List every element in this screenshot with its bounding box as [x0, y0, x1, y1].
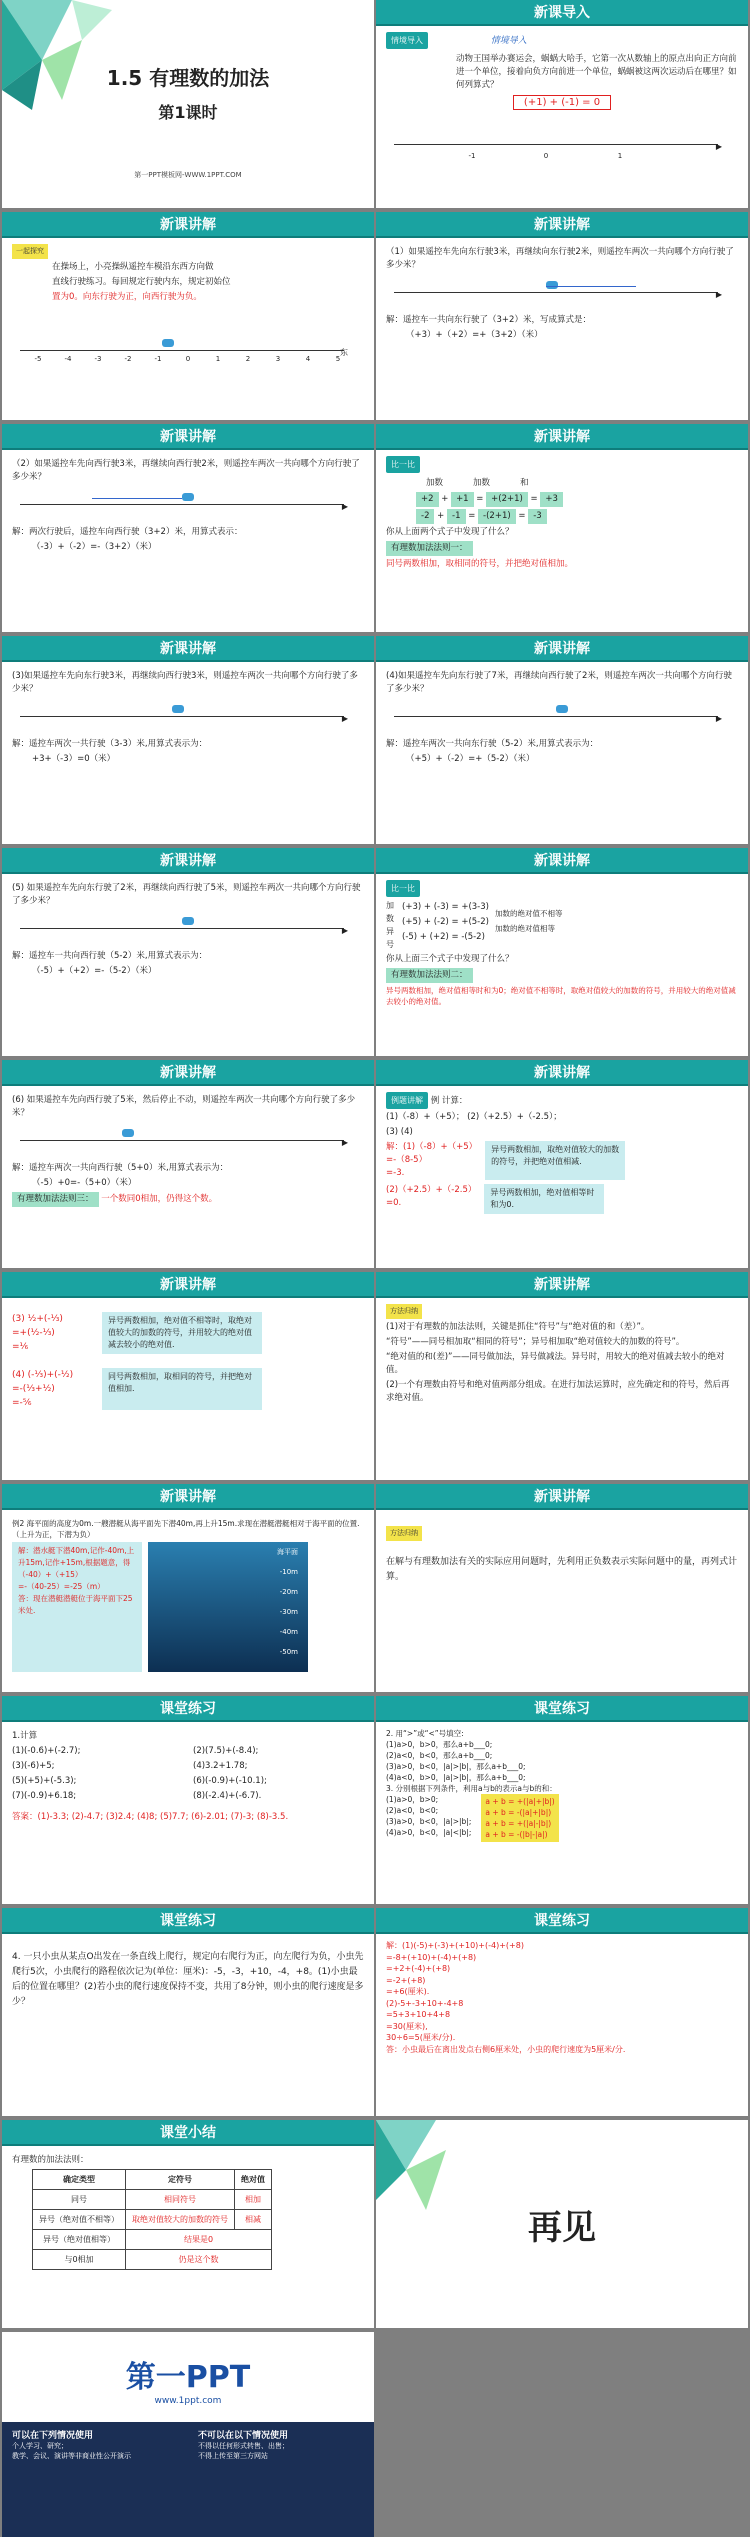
slide-summary: 课堂小结 有理数的加法法则： 确定类型 定符号 绝对值 同号 相同符号 相加 异号（绝对值不相等） 取绝对值较大的加数的符号 相减 异号（绝对值相等） 结果是0 与0相加 仍是这个数 — [2, 2120, 374, 2328]
number-line: ▶ -1 0 1 — [386, 128, 738, 162]
number-line: ▶ — [386, 700, 738, 734]
question-text: (4)如果遥控车先向东行驶了7米，再继续向西行驶了2米，则遥控车两次一共向哪个方向行驶了多少米？ — [386, 671, 732, 694]
slide-header: 课堂练习 — [376, 1696, 748, 1722]
formula: （-5）+（+2）=-（5-2）（米） — [32, 966, 157, 976]
rule-label: 有理数加法法则二： — [386, 968, 473, 983]
question-text: 你从上面两个式子中发现了什么？ — [386, 527, 514, 537]
answer-text: 解：遥控车两次一共向西行驶（5+0）米,用算式表示为： — [12, 1163, 229, 1173]
footer-logo: 第一PPT — [125, 2360, 251, 2395]
template-credit: 第一PPT模板网-WWW.1PPT.COM — [134, 171, 242, 179]
method-text: 在解与有理数加法有关的实际应用问题时，先利用正负数表示实际问题中的量，再列式计算。 — [386, 1557, 738, 1582]
slide-header: 新课讲解 — [2, 1272, 374, 1298]
rule-label: 有理数加法法则三： — [12, 1192, 99, 1207]
hint-box: 异号两数相加，绝对值不相等时，取绝对值较大的加数的符号，并用较大的绝对值减去较小的绝对值. — [102, 1312, 262, 1354]
answer-text: 解：遥控车一共向西行驶（5-2）米,用算式表示为： — [12, 951, 208, 961]
slide-compare2: 新课讲解 比一比 加数异号 (+3) + (-3) = +(3-3) (+5) + (-2) = +(5-2) (-5) + (+2) = -(5-2) 加数的绝对值不相等 加数的绝对值相等 你从上面三个式子中发现了什么？ 有理数加法法则二： 异号两数相加，绝对值相等时和为0；绝对值不相等时，取绝对值较大的加数的符号，并用较大的绝对值减去较小的绝对值。 — [376, 848, 748, 1056]
slide-compare1: 新课讲解 比一比 加数 加数 和 +2 + +1 = +(2+1) = +3 -2 + -1 = -(2+1) = -3 你从上面两个式子中发现了什么？ 有理数加法法则一： 同号两数相加，取相同的符号，并把绝对值相加。 — [376, 424, 748, 632]
slide-header: 新课讲解 — [2, 1484, 374, 1510]
handwrite-label: 情境导入 — [490, 36, 527, 46]
slide-header: 新课讲解 — [376, 212, 748, 238]
formula: （+5）+（-2）=+（5-2）（米） — [406, 754, 535, 764]
slide-header: 新课讲解 — [2, 636, 374, 662]
slide-case6 — [2, 1060, 374, 1268]
slide-example2: 新课讲解 (3) ½+(-⅓) =+(½-⅓) =⅙ 异号两数相加，绝对值不相等时，取绝对值较大的加数的符号，并用较大的绝对值减去较小的绝对值. (4) (-⅓)+(-½) =-(⅓+½) =-⅚ 同号两数相加，取相同的符号，并把绝对值相加. — [2, 1272, 374, 1480]
intro-text: 动物王国举办赛运会，蜗蜗大哈手，它第一次从数轴上的原点出向正方向前进一个单位，接着向负方向前进一个单位，蜗蜗被这两次运动后在哪里？如何列算式？ — [456, 54, 737, 90]
slide-practice3 — [2, 1908, 374, 2116]
section-tag: 情境导入 — [386, 32, 428, 49]
explore-text: 置为0。向东行驶为正，向西行驶为负。 — [52, 292, 202, 302]
slide-header: 新课讲解 — [2, 848, 374, 874]
slide-practice1: 课堂练习 1.计算 (1)(-0.6)+(-2.7); (2)(7.5)+(-8.4); (3)(-6)+5; (4)3.2+1.78; (5)(+5)+(-5.3); (6)(-0.9)+(-10.1); (7)(-0.9)+6.18; (8)(-2.4)+(-6.7). 答案：(1)-3.3; (2)-4.7; (3)2.4; (4)8; (5)7.7; (6)-2.01; (7)-3; (8)-3.5. — [2, 1696, 374, 1904]
lesson-subtitle: 第1课时 — [158, 103, 218, 122]
leaf-decoration-icon — [2, 0, 122, 110]
rule-text: 异号两数相加，绝对值相等时和为0；绝对值不相等时，取绝对值较大的加数的符号，并用较大的绝对值减去较小的绝对值。 — [386, 986, 736, 1006]
slide-header: 新课讲解 — [2, 212, 374, 238]
section-tag: 方法归纳 — [386, 1526, 422, 1541]
hint-box: 异号两数相加，绝对值相等时和为0. — [484, 1184, 604, 1214]
formula: （-5）+0=-（5+0）（米） — [32, 1178, 137, 1188]
formula: +3+（-3）=0（米） — [32, 754, 116, 764]
example-title: 例 计算： — [430, 1096, 468, 1106]
answer-text: 解：遥控车两次一共行驶（3-3）米,用算式表示为： — [12, 739, 208, 749]
page-title: 1.5 有理数的加法 — [106, 66, 270, 90]
car-icon — [162, 339, 174, 347]
slide-case5 — [2, 848, 374, 1056]
slide-example3: 新课讲解 例2 海平面的高度为0m.一艘潜艇从海平面先下潜40m,再上升15m.求现在潜艇潜艇相对于海平面的位置.（上升为正，下潜为负） 解：潜水艇下潜40m,记作-40m,上升15m,记作+15m,根据题意，得 （-40）+（+15） =-（40-25）=-25（m） 答：现在潜艇潜艇位于海平面下25米处. 海平面 -10m -20m -30m -40m -50m — [2, 1484, 374, 1692]
explore-text: 直线行驶练习。每回规定行驶内东，规定初始位 — [52, 277, 231, 287]
question-text: （1）如果遥控车先向东行驶3米，再继续向东行驶2米，则遥控车两次一共向哪个方向行驶了多少米？ — [386, 247, 734, 270]
slide-header: 课堂练习 — [376, 1908, 748, 1934]
number-line: ▶ — [12, 700, 364, 734]
number-line: 东 -5 -4 -3 -2 -1 0 1 2 3 4 5 — [12, 334, 364, 368]
slide-header: 新课讲解 — [376, 1060, 748, 1086]
slide-header: 新课讲解 — [2, 1060, 374, 1086]
slide-header: 新课讲解 — [376, 1484, 748, 1510]
slide-practice2: 课堂练习 2. 用“>”或“<”号填空: (1)a>0，b>0，那么a+b___0; (2)a<0，b<0，那么a+b___0; (3)a>0，b<0，|a|>|b|，那么a+b___0; (4)a<0，b>0，|a|>|b|，那么a+b___0; 3. 分别根据下列条件，利用a与b的表示a与b的和： (1)a>0，b>0; (2)a<0，b<0; (3)a>0，b<0，|a|>|b|; (4)a>0，b<0，|a|<|b|; a + b = +(|a|+|b|) a + b = -(|a|+|b|) a + b = +(|a|-|b|) a + b = -(|b|-|a|) — [376, 1696, 748, 1904]
slide-header: 新课讲解 — [376, 636, 748, 662]
hint-box: 同号两数相加，取相同的符号，并把绝对值相加. — [102, 1368, 262, 1410]
answer-text: 解：遥控车两次一共向东行驶（5-2）米,用算式表示为： — [386, 739, 599, 749]
rule-text: 一个数同0相加，仍得这个数。 — [101, 1194, 218, 1204]
slide-practice4: 课堂练习 解：(1)(-5)+(-3)+(+10)+(-4)+(+8) =-8+(+10)+(-4)+(+8) =+2+(-4)+(+8) =-2+(+8) =+6(厘米). (2)-5+-3+10+-4+8 =5+3+10+4+8 =30(厘米), 30÷6=5(厘米/分). 答：小虫最后在离出发点右侧6厘米处，小虫的爬行速度为5厘米/分. — [376, 1908, 748, 2116]
explore-text: 在操场上，小亮操纵遥控车模沿东西方向做 — [52, 262, 214, 272]
slide-case2 — [2, 424, 374, 632]
summary-table: 确定类型 定符号 绝对值 同号 相同符号 相加 异号（绝对值不相等） 取绝对值较大的加数的符号 相减 异号（绝对值相等） 结果是0 与0相加 仍是这个数 — [32, 2169, 272, 2270]
section-tag: 比一比 — [386, 880, 420, 897]
slide-header: 新课讲解 — [376, 424, 748, 450]
question-text: （2）如果遥控车先向西行驶3米，再继续向西行驶2米，则遥控车两次一共向哪个方向行驶了多少米？ — [12, 459, 360, 482]
slide-method1: 新课讲解 方法归纳 (1)对于有理数的加法法则，关键是抓住“符号”与“绝对值的和（差）”。 “符号”——同号相加取“相同的符号”；异号相加取“绝对值较大的加数的符号”。 “绝对值的和(差)”——同号做加法，异号做减法。异号时，用较大的绝对值减去较小的绝对值。 (2)一个有理数由符号和绝对值两部分组成。在进行加法运算时，应先确定和的符号，然后再求绝对值。 — [376, 1272, 748, 1480]
section-tag: 方法归纳 — [386, 1304, 422, 1319]
slide-title — [2, 0, 374, 208]
section-tag: 比一比 — [386, 456, 420, 473]
formula: （-3）+（-2）=-（3+2）（米） — [32, 542, 157, 552]
slide-case4 — [376, 636, 748, 844]
slide-example1: 新课讲解 例题讲解 例 计算： (1)（-8）+（+5）； (2)（+2.5）+（-2.5）； (3) (4) 解：(1)（-8）+（+5） =-（8-5） =-3. 异号两数相加，取绝对值较大的加数的符号，并把绝对值相减. (2)（+2.5）+（-2.5） =0. 异号两数相加，绝对值相等时和为0. — [376, 1060, 748, 1268]
sea-illustration: 海平面 -10m -20m -30m -40m -50m — [148, 1542, 308, 1672]
slide-method2 — [376, 1484, 748, 1692]
answer-text: 解：两次行驶后，遥控车向西行驶（3+2）米，用算式表示： — [12, 527, 243, 537]
question-text: 你从上面三个式子中发现了什么？ — [386, 954, 514, 964]
footer-url: www.1ppt.com — [154, 2396, 222, 2406]
number-line: ▶ — [12, 488, 364, 522]
intro-equation: (+1) + (-1) = 0 — [513, 95, 611, 110]
slide-case1 — [376, 212, 748, 420]
section-tag: 一起探究 — [12, 244, 48, 259]
slide-header: 新课讲解 — [2, 424, 374, 450]
slide-header: 新课讲解 — [376, 848, 748, 874]
footer-panel: 第一PPT www.1ppt.com 可以在下列情况使用 个人学习、研究； 教学、会议、演讲等非商业性公开演示 不可以在以下情况使用 不得以任何形式转售、出售； 不得上传至第三方网站 — [2, 2332, 374, 2537]
slide-intro — [376, 0, 748, 208]
question-text: 4. 一只小虫从某点O出发在一条直线上爬行，规定向右爬行为正，向左爬行为负，小虫先爬行5次，小虫爬行的路程依次记为(单位：厘米)：-5，-3，+10，-4，+8。(1)小虫最后的位置在哪里？(2)若小虫的爬行速度保持不变，共用了8分钟，则小虫的爬行速度是多少？ — [12, 1952, 364, 2007]
slide-header: 课堂练习 — [2, 1908, 374, 1934]
slide-header: 课堂练习 — [2, 1696, 374, 1722]
rule-label: 有理数加法法则一： — [386, 541, 473, 556]
slide-case3 — [2, 636, 374, 844]
answer-text: 答案：(1)-3.3; (2)-4.7; (3)2.4; (4)8; (5)7.7; (6)-2.01; (7)-3; (8)-3.5. — [12, 1812, 289, 1822]
question-text: (5) 如果遥控车先向东行驶了2米，再继续向西行驶了5米，则遥控车两次一共向哪个方向行驶了多少米？ — [12, 883, 361, 906]
section-tag: 例题讲解 — [386, 1092, 428, 1109]
hint-box: 异号两数相加，取绝对值较大的加数的符号，并把绝对值相减. — [485, 1141, 625, 1180]
goodbye-text: 再见 — [528, 2208, 596, 2248]
slide-header: 新课导入 — [376, 0, 748, 26]
slide-goodbye — [376, 2120, 748, 2328]
number-line: ▶ — [12, 912, 364, 946]
question-text: (6) 如果遥控车先向西行驶了5米，然后停止不动，则遥控车两次一共向哪个方向行驶了多少米？ — [12, 1095, 356, 1118]
rule-text: 同号两数相加，取相同的符号，并把绝对值相加。 — [386, 559, 574, 569]
formula: （+3）+（+2）=+（3+2）（米） — [406, 330, 543, 340]
question-text: 例2 海平面的高度为0m.一艘潜艇从海平面先下潜40m,再上升15m.求现在潜艇潜艇相对于海平面的位置.（上升为正，下潜为负） — [12, 1519, 360, 1539]
number-line: ▶ — [386, 276, 738, 310]
slide-header: 课堂小结 — [2, 2120, 374, 2146]
slide-header: 新课讲解 — [376, 1272, 748, 1298]
question-text: (3)如果遥控车先向东行驶3米，再继续向西行驶3米，则遥控车两次一共向哪个方向行驶了多少米？ — [12, 671, 358, 694]
leaf-decoration-icon — [376, 2120, 486, 2230]
slide-explore — [2, 212, 374, 420]
answer-text: 解：遥控车一共向东行驶了（3+2）米，写成算式是： — [386, 315, 591, 325]
number-line: ▶ — [12, 1124, 364, 1158]
